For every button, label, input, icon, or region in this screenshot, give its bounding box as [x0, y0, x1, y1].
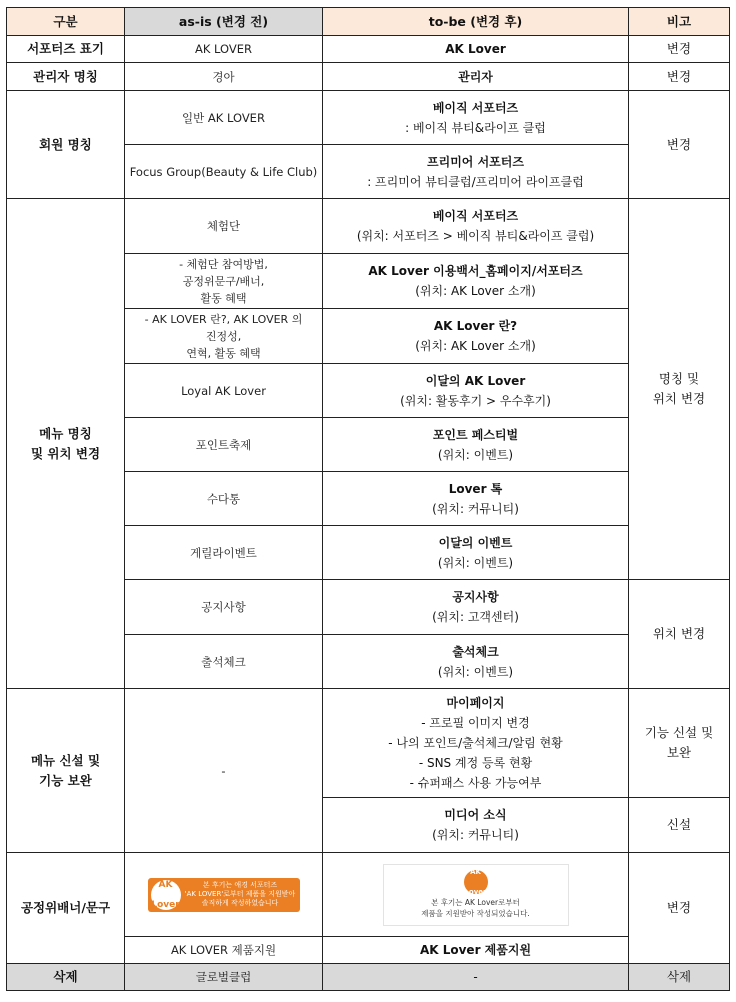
tobe-sub: (위치: AK Lover 소개) [415, 284, 536, 298]
asis-cell: Focus Group(Beauty & Life Club) [125, 145, 323, 199]
tobe-sub: (위치: 커뮤니티) [432, 828, 519, 842]
tobe-main: AK Lover 제품지원 [419, 943, 532, 957]
asis-cell: 출석체크 [125, 635, 323, 689]
category-cell: 공정위배너/문구 [7, 853, 125, 964]
row-mypage [7, 689, 730, 798]
asis-cell: 체험단 [125, 199, 323, 254]
tobe-cell [323, 91, 629, 145]
row-menu-0 [7, 199, 730, 254]
note-cell: 변경 [629, 36, 730, 63]
banner-line: 본 후기는 애경 서포터즈 [202, 881, 278, 889]
tobe-cell [323, 689, 629, 798]
asis-cell: 포인트축제 [125, 418, 323, 472]
tobe-cell [323, 199, 629, 254]
tobe-sub: (위치: 이벤트) [437, 447, 514, 462]
category-cell: 관리자 명칭 [7, 63, 125, 91]
category-cell: 서포터즈 표기 [7, 36, 125, 63]
banner-text [181, 881, 300, 908]
banner-line: 제품을 지원받아 작성되었습니다. [421, 909, 530, 918]
tobe-main: 공지사항 [452, 590, 499, 604]
tobe-cell: - [323, 964, 629, 991]
note-line: 보완 [666, 745, 692, 760]
asis-cell [125, 853, 323, 937]
header-asis: as-is (변경 전) [125, 8, 323, 36]
note-line: 명칭 및 [658, 371, 700, 386]
tobe-main: AK Lover [445, 42, 506, 56]
note-line: 기능 신설 및 [644, 725, 714, 740]
asis-cell: Loyal AK Lover [125, 364, 323, 418]
banner-line: 본 후기는 AK Lover로부터 [431, 898, 520, 907]
note-cell [629, 199, 730, 580]
note-cell: 변경 [629, 853, 730, 964]
tobe-cell [323, 635, 629, 689]
tobe-sub: (위치: 이벤트) [437, 555, 514, 570]
tobe-sub: (위치: 이벤트) [437, 664, 514, 679]
tobe-sub: : 프리미어 뷰티클럽/프리미어 라이프클럽 [367, 174, 584, 189]
row-member-basic [7, 91, 730, 145]
asis-line: 공정위문구/배너, [182, 274, 265, 288]
tobe-main: 이달의 이벤트 [438, 535, 513, 550]
row-admin-name [7, 63, 730, 91]
category-cell: 삭제 [7, 964, 125, 991]
tobe-main: 출석체크 [452, 644, 499, 659]
tobe-sub: - 나의 포인트/출석체크/알림 현황 [388, 736, 563, 750]
ak-lover-logo: AK Lover [464, 868, 487, 896]
asis-cell: 경아 [125, 63, 323, 91]
old-fair-trade-banner [148, 878, 300, 912]
banner-line: 'AK LOVER'로부터 제품을 지원받아 [184, 890, 296, 898]
tobe-main: 베이직 서포터즈 [432, 209, 519, 223]
tobe-cell [323, 580, 629, 635]
new-fair-trade-banner [383, 864, 569, 926]
category-line: 및 위치 변경 [30, 445, 101, 461]
header-category: 구분 [7, 8, 125, 36]
comparison-table [6, 7, 730, 991]
tobe-main: AK Lover 란? [433, 319, 518, 333]
asis-cell [125, 254, 323, 309]
asis-line: 활동 혜택 [200, 291, 247, 305]
tobe-cell [323, 853, 629, 937]
ak-lover-logo: AK Lover [151, 879, 180, 910]
tobe-sub: (위치: AK Lover 소개) [415, 339, 536, 353]
asis-line: - 체험단 참여방법, [179, 257, 268, 271]
tobe-cell [323, 36, 629, 63]
tobe-cell [323, 418, 629, 472]
tobe-main: 마이페이지 [446, 696, 505, 710]
row-supporters-label [7, 36, 730, 63]
tobe-main: AK Lover 이용백서_홈페이지/서포터즈 [368, 264, 583, 278]
note-cell: 변경 [629, 91, 730, 199]
tobe-cell [323, 63, 629, 91]
asis-cell: 일반 AK LOVER [125, 91, 323, 145]
category-line: 메뉴 신설 및 [30, 752, 101, 768]
tobe-sub: (위치: 서포터즈 > 베이직 뷰티&라이프 클럽) [356, 229, 595, 243]
tobe-sub: - 프로필 이미지 변경 [421, 716, 530, 730]
note-cell: 신설 [629, 798, 730, 853]
tobe-cell [323, 309, 629, 364]
category-cell [7, 199, 125, 689]
note-cell: 위치 변경 [629, 580, 730, 689]
asis-cell: AK LOVER 제품지원 [125, 937, 323, 964]
asis-line: - AK LOVER 란?, AK LOVER 의 [144, 312, 303, 326]
category-cell: 회원 명칭 [7, 91, 125, 199]
banner-line: 솔직하게 작성하였습니다 [201, 899, 279, 907]
header-row [7, 8, 730, 36]
category-cell [7, 689, 125, 853]
note-cell [629, 689, 730, 798]
category-line: 기능 보완 [39, 772, 92, 788]
tobe-cell [323, 937, 629, 964]
category-line: 메뉴 명칭 [39, 425, 92, 441]
asis-cell: 글로벌클럽 [125, 964, 323, 991]
asis-cell: AK LOVER [125, 36, 323, 63]
row-delete [7, 964, 730, 991]
note-cell: 삭제 [629, 964, 730, 991]
header-tobe: to-be (변경 후) [323, 8, 629, 36]
note-line: 위치 변경 [652, 391, 706, 406]
asis-cell: - [125, 689, 323, 853]
header-note: 비고 [629, 8, 730, 36]
tobe-cell [323, 145, 629, 199]
tobe-sub: (위치: 고객센터) [432, 610, 519, 624]
tobe-sub: (위치: 커뮤니티) [432, 501, 519, 516]
tobe-sub: : 베이직 뷰티&라이프 클럽 [405, 120, 546, 135]
tobe-cell [323, 798, 629, 853]
tobe-main: 프리미어 서포터즈 [427, 154, 524, 169]
tobe-main: 이달의 AK Lover [425, 373, 526, 388]
tobe-cell [323, 526, 629, 580]
asis-cell: 게릴라이벤트 [125, 526, 323, 580]
note-cell: 변경 [629, 63, 730, 91]
tobe-main: Lover 톡 [448, 481, 503, 496]
asis-cell: 수다통 [125, 472, 323, 526]
tobe-sub: - SNS 계정 등록 현황 [418, 756, 533, 770]
tobe-main: 관리자 [458, 69, 493, 84]
tobe-cell [323, 254, 629, 309]
asis-line: 진정성, [205, 329, 242, 343]
tobe-sub: - 슈퍼패스 사용 가능여부 [409, 776, 542, 790]
tobe-main: 베이직 서포터즈 [432, 100, 519, 115]
tobe-cell [323, 472, 629, 526]
tobe-main: 미디어 소식 [444, 808, 507, 822]
asis-cell [125, 309, 323, 364]
asis-line: 연혁, 활동 혜택 [186, 346, 261, 360]
tobe-main: 포인트 페스티벌 [432, 427, 519, 442]
tobe-cell [323, 364, 629, 418]
tobe-sub: (위치: 활동후기 > 우수후기) [400, 393, 551, 408]
row-banner-image [7, 853, 730, 937]
asis-cell: 공지사항 [125, 580, 323, 635]
